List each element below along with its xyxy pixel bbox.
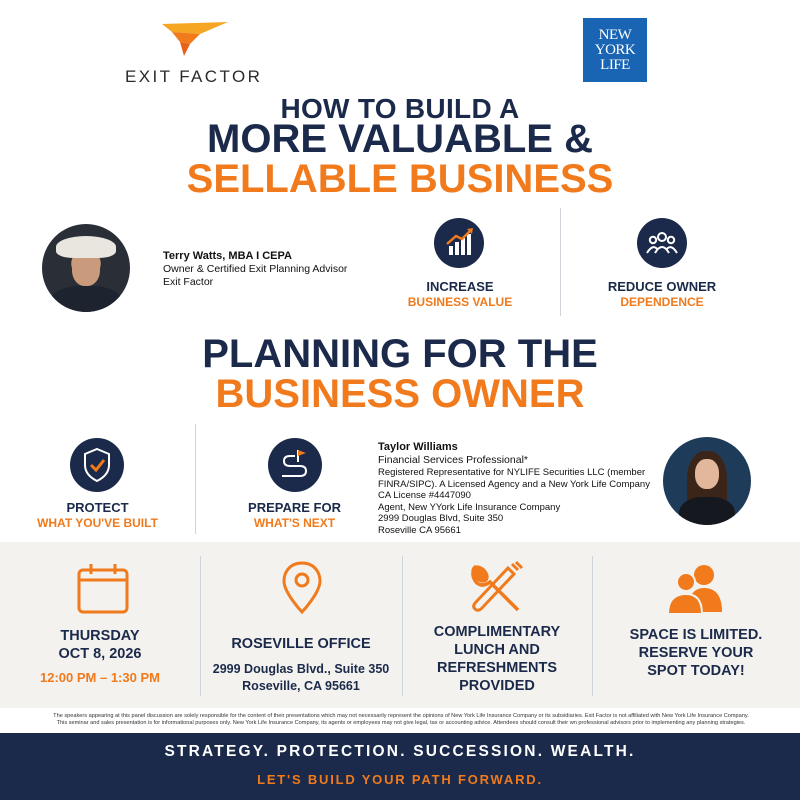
benefit-increase-title: INCREASE [426,279,494,294]
nyl-logo-line2: YORK [594,42,636,58]
event-food-line2: LUNCH AND [454,642,540,658]
speaker2-name: Taylor Williams [378,441,458,453]
speaker1-info [163,250,347,289]
event-food-line4: PROVIDED [459,678,535,694]
location-pin-icon [280,560,324,616]
speaker2-title: Financial Services Professional* [378,454,528,466]
footer-cta: LET'S BUILD YOUR PATH FORWARD. [257,772,543,787]
headline-line1: HOW TO BUILD A [280,93,520,124]
event-food [402,542,592,708]
speaker2-line: Registered Representative for NYLIFE Securities LLC (member [378,467,646,478]
shield-check-icon [70,438,124,492]
nyl-logo-line3: LIFE [600,57,630,73]
benefit-increase-subtitle: BUSINESS VALUE [407,295,513,309]
footer-tagline: STRATEGY. PROTECTION. SUCCESSION. WEALTH. [164,743,636,760]
speaker2-photo [663,437,751,525]
event-date [0,542,200,708]
nyl-logo-line1: NEW [598,27,632,43]
divider [560,208,561,316]
event-rsvp [592,542,800,708]
event-food-line3: REFRESHMENTS [436,660,558,676]
group-people-icon [666,560,726,616]
event-food-line1: COMPLIMENTARY [433,624,561,640]
event-address-line2: Roseville, CA 95661 [242,679,360,693]
section-heading-line2: BUSINESS OWNER [215,372,585,416]
speaker2-line: CA License #4447090 [378,490,471,502]
benefit-protect-title: PROTECT [66,500,129,515]
benefit-prepare-title: PREPARE FOR [248,500,341,515]
event-rsvp-line1: SPACE IS LIMITED. [629,627,763,643]
benefit-prepare-subtitle: WHAT'S NEXT [253,516,336,530]
speaker2-info [378,441,668,537]
speaker2-line: Roseville CA 95661 [378,524,461,536]
exit-factor-arrow-icon [160,20,230,60]
event-location-name: ROSEVILLE OFFICE [231,636,371,652]
speaker1-name: Terry Watts, MBA I CEPA [163,250,292,262]
headline-line3: SELLABLE BUSINESS [186,157,614,201]
section-heading-line1: PLANNING FOR THE [202,332,598,376]
disclaimer [8,713,794,727]
speaker1-photo [42,224,130,312]
new-york-life-logo [583,18,647,82]
fork-spoon-icon [468,560,526,616]
speaker1-title: Owner & Certified Exit Planning Advisor [163,263,348,275]
speaker2-line: FINRA/SIPC). A Licensed Agency and a New York Life Company [378,478,650,490]
speaker2-line: 2999 Douglas Blvd, Suite 350 [378,513,504,525]
benefit-reduce-title: REDUCE OWNER [607,279,717,294]
event-time: 12:00 PM – 1:30 PM [40,670,160,685]
footer-banner [0,733,800,800]
benefit-reduce-subtitle: DEPENDENCE [620,295,704,309]
benefit-protect-subtitle: WHAT YOU'VE BUILT [37,516,158,530]
event-rsvp-line2: RESERVE YOUR [638,645,754,661]
calendar-icon [75,562,131,616]
event-location [200,542,402,708]
event-date-text: OCT 8, 2026 [58,646,142,662]
headline-line2: MORE VALUABLE & [207,117,593,161]
event-rsvp-line3: SPOT TODAY! [647,663,745,679]
event-address-line1: 2999 Douglas Blvd., Suite 350 [212,662,390,676]
team-people-icon [637,218,687,268]
event-day: THURSDAY [60,628,140,644]
divider [195,424,196,534]
event-details-band [0,542,800,708]
speaker2-line: Agent, New YYork Life Insurance Company [378,501,561,513]
disclaimer-line2: This seminar and sales presentation is for informational purposes only. New York Life Insurance Company, its agents or employees may not give legal, tax or accounting advice. Attendees should consult their wn professional advisors prior to implementing any planning strategies. [56,720,746,726]
disclaimer-line1: The speakers appearing at this panel discussion are solely responsible for the content of their presentations which may not necessarily represent the opinions of New York Life Insurance Company or its subsidiaries. Exit Factor is not affiliated with New York Life Insurance Company. [53,713,749,719]
route-flag-icon [268,438,322,492]
speaker1-company: Exit Factor [163,276,214,288]
exit-factor-logo [125,20,265,90]
growth-chart-icon [434,218,484,268]
exit-factor-wordmark: EXIT FACTOR [125,67,263,86]
